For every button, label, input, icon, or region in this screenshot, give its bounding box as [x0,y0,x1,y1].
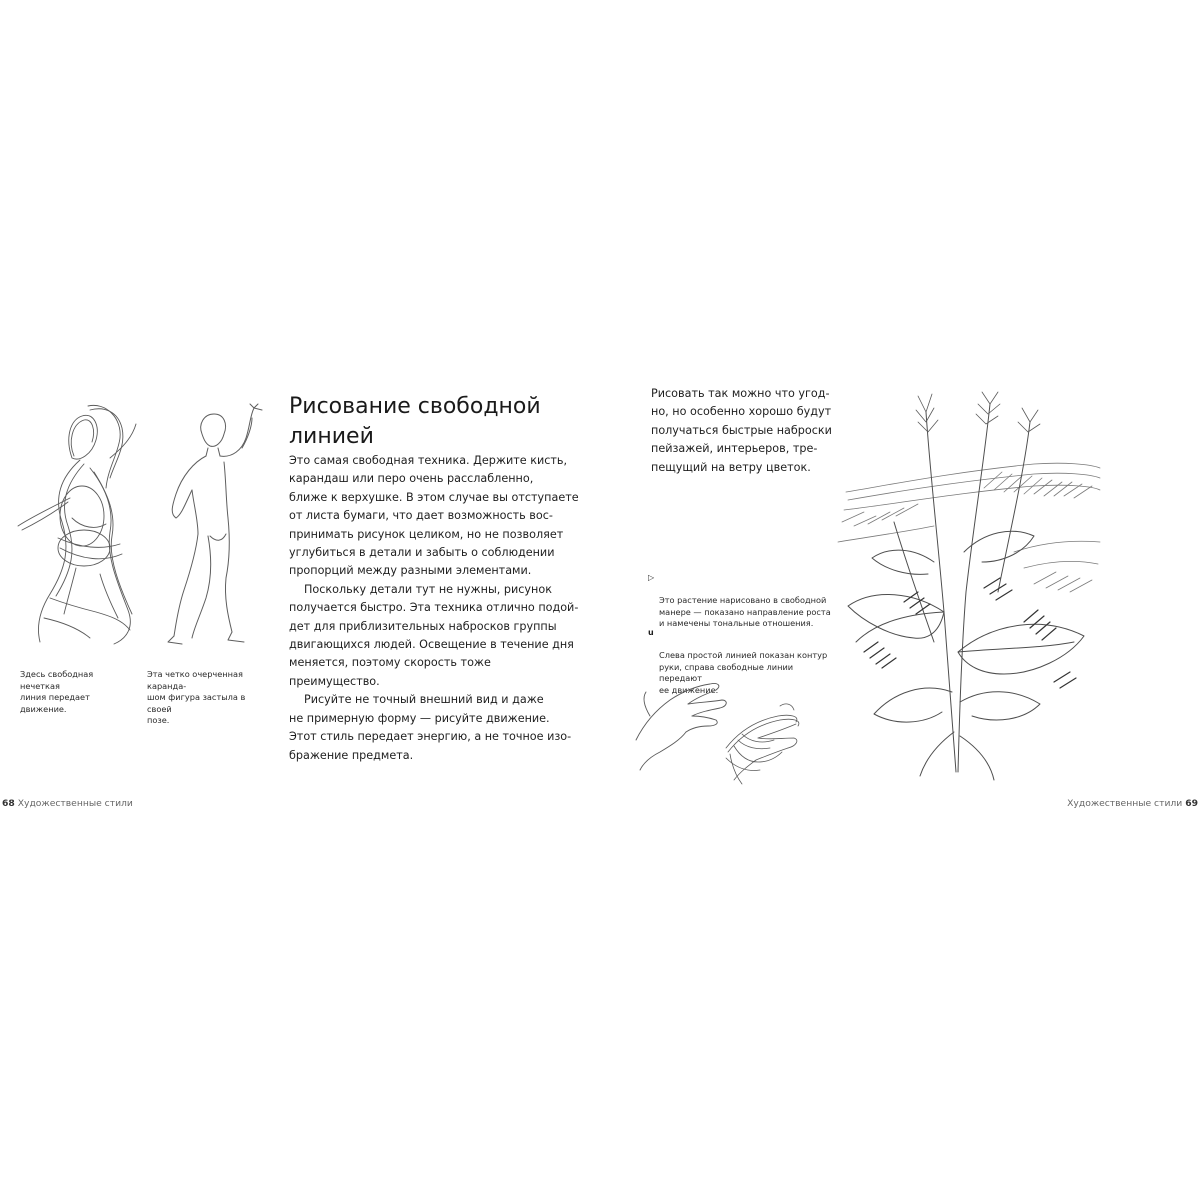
left-page-folio [2,798,133,809]
triangle-pointer-icon: ▷ [648,573,655,582]
body-paragraph-3: Рисуйте не точный внешний вид и даже не примерную форму — рисуйте движение. Этот стиль передает энергию, а не точное изо- бражение предмета. [289,693,572,762]
right-section-title: Художественные стили [1067,798,1183,809]
page-heading: Рисование свободной линией [289,394,541,449]
arrow-up-icon: u [648,628,654,637]
plant-caption [648,572,834,630]
body-text [289,452,579,765]
left-page-number: 68 [2,798,15,809]
plant-sketch [834,392,1104,792]
left-section-title: Художественные стили [17,798,133,809]
outlined-figure-caption: Эта четко очерченная каранда- шом фигура застыла в своей позе. [147,669,246,726]
outlined-figure-sketch [158,402,270,654]
body-paragraph-2: Поскольку детали тут не нужны, рисунок получается быстро. Эта техника отлично подой- дет для приблизительных набросков группы двигающихся людей. Освещение в течение дня меняется, поэтому скорость тоже преимущество. [289,582,579,688]
right-page-folio [1067,798,1198,809]
intro-text: Рисовать так можно что угод- но, но особенно хорошо будут получаться быстрые наброски пейзажей, интерьеров, тре- пещущий на ветру цветок. [651,387,832,474]
hands-sketch [630,676,810,788]
loose-figure-caption: Здесь свободная нечеткая линия передает движение. [20,669,94,714]
right-page-number: 69 [1185,798,1198,809]
loose-figure-sketch [10,398,150,660]
body-paragraph-1: Это самая свободная техника. Держите кисть, карандаш или перо очень расслабленно, ближе к верхушке. В этом случае вы отступаете от листа бумаги, что дает возможность вос- принимать рисунок целиком, но не позволяет углубиться в детали и забыть о соблюдении пропорций между разными элементами. [289,454,579,578]
plant-caption-text: Это растение нарисовано в свободной манере — показано направление роста и намечены тональные отношения. [659,595,831,629]
hands-caption-text: Слева простой линией показан контур руки, справа свободные линии передают ее движение. [659,650,828,695]
